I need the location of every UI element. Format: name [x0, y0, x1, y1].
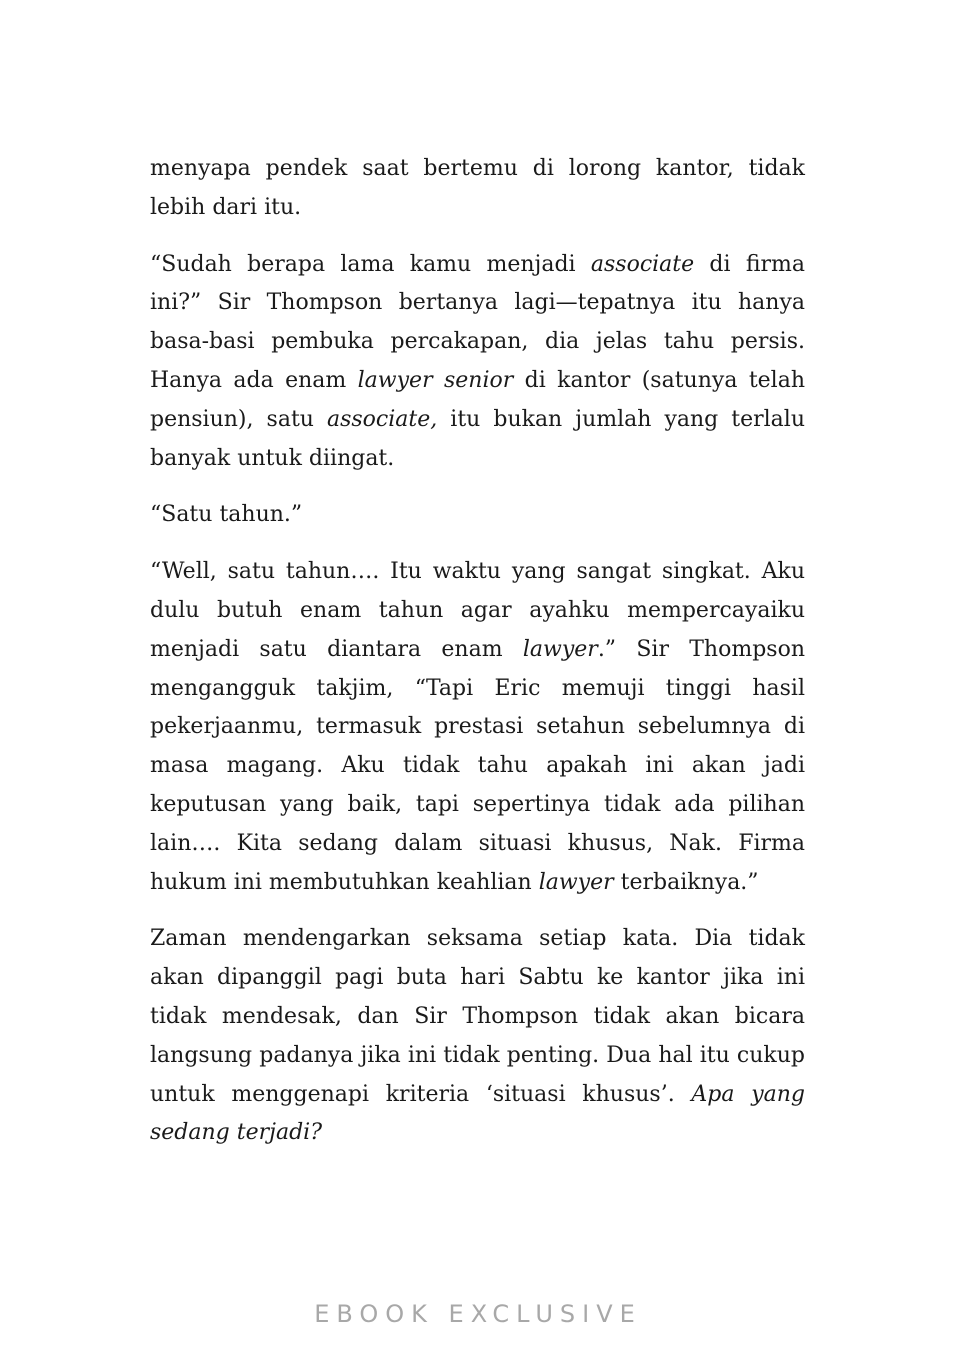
italic-term: lawyer [538, 869, 614, 895]
paragraph-2 [150, 246, 805, 479]
paragraph-text: terbaiknya.” [613, 869, 759, 895]
paragraph-1 [150, 150, 805, 228]
paragraph-text: “Satu tahun.” [150, 502, 303, 528]
page-body [150, 150, 805, 1171]
paragraph-text: itu bukan jumlah yang terlalu banyak untuk diingat. [150, 406, 805, 471]
paragraph-text: “Well, satu tahun…. Itu waktu yang sangat singkat. Aku dulu butuh enam tahun agar ayahku mempercayaiku menjadi satu diantara enam [150, 559, 805, 662]
paragraph-text: Zaman mendengarkan seksama setiap kata. Dia tidak akan dipanggil pagi buta hari Sabtu ke kantor jika ini tidak mendesak, dan Sir Thompson tidak akan bicara langsung padanya jika ini tidak penting. Dua hal itu cukup untuk menggenapi kriteria ‘situasi khusus’. [150, 926, 805, 1107]
paragraph-5 [150, 920, 805, 1153]
footer-label: EBOOK EXCLUSIVE [314, 1300, 642, 1328]
paragraph-text: di kantor (satunya telah pensiun), satu [150, 367, 805, 432]
italic-term: lawyer senior [357, 367, 514, 393]
italic-term: associate, [326, 406, 438, 432]
paragraph-text: di firma ini?” Sir Thompson bertanya lagi—tepatnya itu hanya basa-basi pembuka percakapan, dia jelas tahu persis. Hanya ada enam [150, 251, 805, 393]
italic-term: associate [590, 251, 695, 277]
paragraph-4 [150, 553, 805, 902]
italic-term: lawyer [522, 636, 598, 662]
italic-term: Apa yang sedang terjadi? [150, 1081, 805, 1146]
paragraph-text: menyapa pendek saat bertemu di lorong kantor, tidak lebih dari itu. [150, 156, 805, 220]
paragraph-3 [150, 496, 805, 535]
paragraph-text: “Sudah berapa lama kamu menjadi [150, 251, 591, 277]
paragraph-text: .” Sir Thompson mengangguk takjim, “Tapi Eric memuji tinggi hasil pekerjaanmu, termasuk prestasi setahun sebelumnya di masa magang. Aku tidak tahu apakah ini akan jadi keputusan yang baik, tapi sepertinya tidak ada pilihan lain…. Kita sedang dalam situasi khusus, Nak. Firma hukum ini membutuhkan keahlian [150, 636, 805, 895]
